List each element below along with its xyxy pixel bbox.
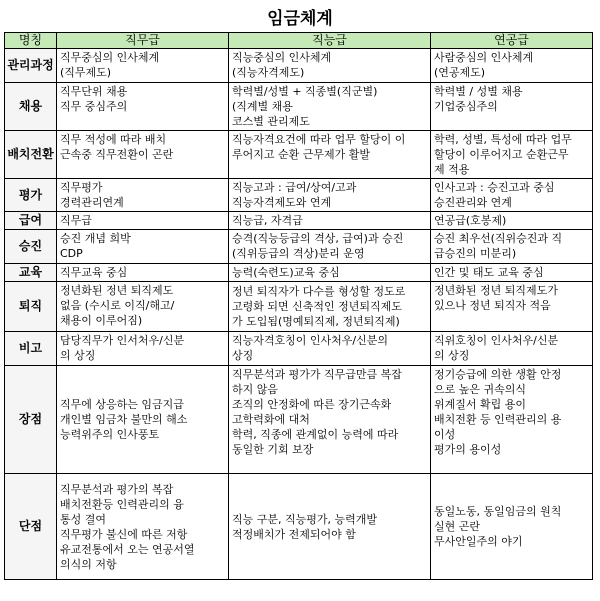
row-category: 단점 (5, 474, 57, 580)
cell-line: 채용이 이루어짐) (60, 314, 143, 327)
skill-based-cell (229, 49, 431, 83)
cell-line: 정년화된 정년 퇴직제도가 (434, 284, 558, 297)
cell-line: 의 상징 (60, 349, 96, 362)
cell-line: 유교전통에서 오는 연공서열 (60, 542, 195, 556)
cell-line: 동일한 기회 보장 (232, 443, 314, 456)
cell-line: 기업중심주의 (434, 100, 498, 113)
table-row (5, 212, 593, 230)
cell-line: 고학력화에 대처 (232, 413, 310, 426)
row-category: 채용 (5, 83, 57, 131)
cell-line: 승진 개념 희박 (60, 232, 131, 245)
cell-line: 능력위주의 인사풍토 (60, 428, 160, 441)
cell-line: 연공급(호봉제) (434, 214, 507, 227)
cell-line: 직무급 (60, 214, 92, 227)
cell-line: 직능중심의 인사체계 (232, 51, 332, 64)
skill-based-cell (229, 83, 431, 131)
cell-line: 직무분석과 평가가 직무급만큼 복잡 (232, 368, 402, 381)
table-row (5, 179, 593, 212)
cell-line: CDP (60, 247, 83, 260)
seniority-based-cell (431, 179, 593, 212)
cell-line: 고령화 되면 신축적인 정년퇴직제도 (232, 300, 402, 313)
skill-based-cell (229, 131, 431, 179)
table-row (5, 366, 593, 474)
cell-line: 직능자격요건에 따라 업무 할당이 이 (232, 133, 406, 146)
cell-line: 직무분석과 평가의 복잡 (60, 482, 174, 496)
cell-line: 개인별 임금차 불만의 해소 (60, 413, 188, 426)
skill-based-cell (229, 212, 431, 230)
cell-line: 승진관리와 연계 (434, 196, 512, 209)
cell-line: 직능급, 자격급 (232, 214, 303, 227)
table-body (5, 49, 593, 580)
cell-line: 실현 곤란 (434, 520, 481, 533)
cell-line: 의식의 저항 (60, 557, 117, 571)
table-row (5, 332, 593, 366)
cell-line: 위계질서 확립 용이 (434, 398, 527, 411)
header-row (5, 33, 593, 49)
cell-line: 직무 중심주의 (60, 100, 128, 113)
cell-line: 직무중심의 인사체계 (60, 51, 160, 64)
row-category: 장점 (5, 366, 57, 474)
cell-line: 직능자격제도와 연계 (232, 196, 332, 209)
job-based-cell (57, 83, 229, 131)
skill-based-cell (229, 179, 431, 212)
page-title: 임금체계 (267, 8, 333, 29)
row-category: 급여 (5, 212, 57, 230)
skill-based-cell (229, 332, 431, 366)
seniority-based-cell (431, 332, 593, 366)
cell-line: 담당직무가 인서처우/신분 (60, 334, 185, 347)
cell-line: (직무제도) (60, 66, 112, 79)
cell-line: 으로 높은 귀속의식 (434, 383, 527, 396)
job-based-cell (57, 131, 229, 179)
cell-line: 없음 (수시로 이직/해고/ (60, 299, 175, 312)
cell-line: 적정배치가 전제되어야 함 (232, 527, 356, 541)
cell-line: 사람중심의 인사체계 (434, 51, 534, 64)
seniority-based-cell (431, 131, 593, 179)
row-category: 교육 (5, 264, 57, 282)
cell-line: 할당이 이루어지고 순환근무 (434, 148, 569, 161)
cell-line: 직위호칭이 인사처우/신분 (434, 334, 559, 347)
cell-line: 코스별 관리제도 (232, 115, 310, 128)
cell-line: 학력, 성별, 특성에 따라 업무 (434, 133, 572, 146)
seniority-based-cell (431, 264, 593, 282)
cell-line: 평가의 용이성 (434, 443, 502, 456)
job-based-cell (57, 212, 229, 230)
skill-based-cell (229, 474, 431, 580)
job-based-cell (57, 49, 229, 83)
row-category: 평가 (5, 179, 57, 212)
cell-line: 상징 (232, 349, 254, 362)
cell-line: 승진 최우선(직위승진과 직 (434, 232, 563, 245)
cell-line: 능력(숙련도)교육 중심 (232, 266, 340, 279)
job-based-cell (57, 474, 229, 580)
table-row (5, 131, 593, 179)
skill-based-cell (229, 264, 431, 282)
cell-line: 직무에 상응하는 임금지급 (60, 398, 184, 411)
cell-line: 이성 (434, 428, 456, 441)
seniority-based-cell (431, 366, 593, 474)
job-based-cell (57, 366, 229, 474)
cell-line: 인사고과 : 승진고과 중심 (434, 181, 555, 194)
table-row (5, 474, 593, 580)
cell-line: 직무단위 채용 (60, 85, 128, 98)
seniority-based-cell (431, 83, 593, 131)
job-based-cell (57, 264, 229, 282)
cell-line: 학력, 직종에 관계없이 능력에 따라 (232, 428, 399, 441)
cell-line: 루어지고 순환 근무제가 활발 (232, 148, 371, 161)
cell-line: 조직의 안정화에 따른 장기근속화 (232, 398, 392, 411)
table-row (5, 230, 593, 264)
cell-line: 의 상징 (434, 349, 470, 362)
job-based-cell (57, 230, 229, 264)
seniority-based-cell (431, 474, 593, 580)
header-job-based: 직무급 (57, 33, 229, 49)
cell-line: 정년화된 정년 퇴직제도 (60, 284, 174, 297)
wage-system-table (4, 32, 593, 580)
cell-line: 승격(직능등급의 격상, 급여)과 승진 (232, 232, 404, 245)
cell-line: 학력별/성별 + 직종별(직군별) (232, 85, 378, 98)
row-category: 배치전환 (5, 131, 57, 179)
cell-line: 정년 퇴직자가 다수를 형성할 정도로 (232, 285, 406, 298)
cell-line: 인간 및 태도 교육 중심 (434, 266, 544, 279)
table-row (5, 49, 593, 83)
cell-line: 학력별 / 성별 채용 (434, 85, 523, 98)
skill-based-cell (229, 230, 431, 264)
seniority-based-cell (431, 282, 593, 332)
cell-line: 동일노동, 동일임금의 원칙 (434, 505, 562, 518)
cell-line: 급승진의 미분리) (434, 247, 517, 260)
table-row (5, 83, 593, 131)
header-category: 명칭 (5, 33, 57, 49)
seniority-based-cell (431, 230, 593, 264)
row-category: 관리과정 (5, 49, 57, 83)
seniority-based-cell (431, 49, 593, 83)
cell-line: 정기승급에 의한 생활 안정 (434, 368, 562, 381)
table-row (5, 264, 593, 282)
header-skill-based: 직능급 (229, 33, 431, 49)
job-based-cell (57, 179, 229, 212)
cell-line: 통성 결여 (60, 512, 107, 526)
cell-line: 제 적용 (434, 163, 470, 176)
cell-line: 배치전환 등 인력관리의 용 (434, 413, 562, 426)
cell-line: 직능자격호칭이 인사처우/신분의 (232, 334, 388, 347)
table-row (5, 282, 593, 332)
cell-line: 직무평가 (60, 181, 103, 194)
cell-line: 직능 구분, 직능평가, 능력개발 (232, 512, 377, 526)
header-seniority-based: 연공급 (431, 33, 593, 49)
cell-line: 무사안일주의 야기 (434, 535, 523, 548)
cell-line: 직무평가 불신에 따른 저항 (60, 527, 188, 541)
cell-line: (직계별 채용 (232, 100, 293, 113)
job-based-cell (57, 282, 229, 332)
cell-line: (직능자격제도) (232, 66, 305, 79)
cell-line: 경력관리연계 (60, 196, 124, 209)
cell-line: (연공제도) (434, 66, 486, 79)
cell-line: 배치전환등 인력관리의 융 (60, 497, 184, 511)
cell-line: 직무 적성에 따라 배치 (60, 133, 167, 146)
cell-line: 있으나 정년 퇴직자 적음 (434, 299, 551, 312)
cell-line: 직무교육 중심 (60, 266, 128, 279)
skill-based-cell (229, 282, 431, 332)
job-based-cell (57, 332, 229, 366)
row-category: 비고 (5, 332, 57, 366)
cell-line: 가 도입됨(명예퇴직제, 정년퇴직제) (232, 315, 400, 328)
cell-line: 근속중 직무전환이 곤란 (60, 148, 174, 161)
row-category: 퇴직 (5, 282, 57, 332)
seniority-based-cell (431, 212, 593, 230)
row-category: 승진 (5, 230, 57, 264)
cell-line: (직위등급의 격상)분리 운영 (232, 247, 365, 260)
cell-line: 하지 않음 (232, 383, 279, 396)
skill-based-cell (229, 366, 431, 474)
cell-line: 직능고과 : 급여/상여/고과 (232, 181, 357, 194)
